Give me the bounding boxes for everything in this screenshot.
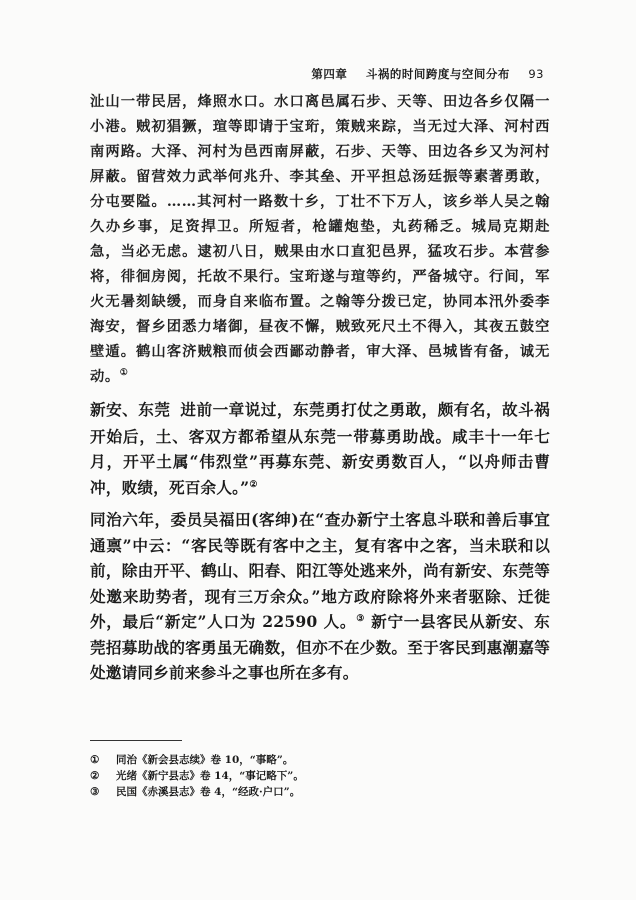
footnote-ref-1: ①	[119, 368, 129, 379]
footnote-number: ③	[90, 786, 100, 798]
footnote-item	[90, 752, 490, 768]
section-paragraph-text: 进前一章说过，东莞勇打仗之勇敢，颇有名，故斗祸开始后，土、客双方都希望从东莞一带募勇助战。咸丰十一年七月，开平土属“伟烈堂”再募东莞、新安勇数百人，“以舟师击曹冲，败绩，死百余人。”	[90, 400, 550, 497]
chapter-title: 斗祸的时间跨度与空间分布	[365, 67, 510, 81]
quoted-passage-text: 沚山一带民居，烽照水口。水口离邑属石步、天等、田边各乡仅隔一小港。贼初猖獗，瑄等即请于宝珩，策贼来踪，当无过大泽、河村西南两路。大泽、河村为邑西南屏蔽，石步、天等、田边各乡又为河村屏蔽。留营效力武举何兆升、李其垒、开平担总汤廷振等素著勇敢，分屯要隘。……其河村一路数十乡，丁壮不下万人，该乡举人吴之翰久办乡事，足资捍卫。所短者，枪罐炮垫，丸药稀乏。城局克期赴急，当必无虑。逮初八日，贼果由水口直犯邑界，猛攻石步。本营参将，徘徊房阅，托故不果行。宝珩遂与瑄等约，严备城守。行间，军火无暑刻缺缓，而身自来临布置。之翰等分拨已定，协同本汛外委李海安，督乡团悉力堵御，昼夜不懈，贼致死尺土不得入，其夜五鼓空壁遁。鹤山客济贼粮而侦会西鄙动静者，审大泽、邑城皆有备，诚无动。	[90, 94, 550, 385]
footnotes	[90, 752, 490, 800]
page-body	[90, 90, 550, 686]
quoted-passage	[90, 90, 550, 390]
page-number: 93	[528, 67, 544, 81]
body-paragraph-text-b: 新宁一县客民从新安、东莞招募助战的客勇虽无确数，但亦不在少数。至于客民到惠潮嘉等处邀请同乡前来参斗之事也所在多有。	[90, 612, 550, 682]
section-heading: 新安、东莞	[90, 401, 171, 419]
chapter-label: 第四章	[311, 67, 348, 81]
footnote-text: 民国《赤溪县志》卷 4，“经政·户口”。	[116, 786, 301, 798]
body-paragraph	[90, 507, 550, 686]
footnote-item	[90, 784, 490, 800]
footnote-ref-3: ③	[356, 613, 365, 624]
footnote-number: ①	[90, 754, 100, 766]
footnote-text: 同治《新会县志续》卷 10，“事略”。	[116, 754, 294, 766]
footnote-ref-2: ②	[249, 479, 258, 490]
body-paragraph-text-a: 同治六年，委员吴福田(客绅)在“查办新宁土客息斗联和善后事宜通禀”中云：“客民等既有客中之主，复有客中之客，当未联和以前，除由开平、鹤山、阳春、阳江等处逃来外，尚有新安、东莞等处邀来助势者，现有三万余众。”地方政府除将外来者驱除、迁徙外，最后“新定”人口为 22590 人。	[90, 510, 550, 631]
footnote-number: ②	[90, 770, 100, 782]
running-header	[311, 66, 544, 82]
section-xinan-dongguan	[90, 397, 550, 500]
footnote-text: 光绪《新宁县志》卷 14，“事记略下”。	[116, 770, 304, 782]
footnote-divider	[90, 740, 182, 741]
footnote-item	[90, 768, 490, 784]
